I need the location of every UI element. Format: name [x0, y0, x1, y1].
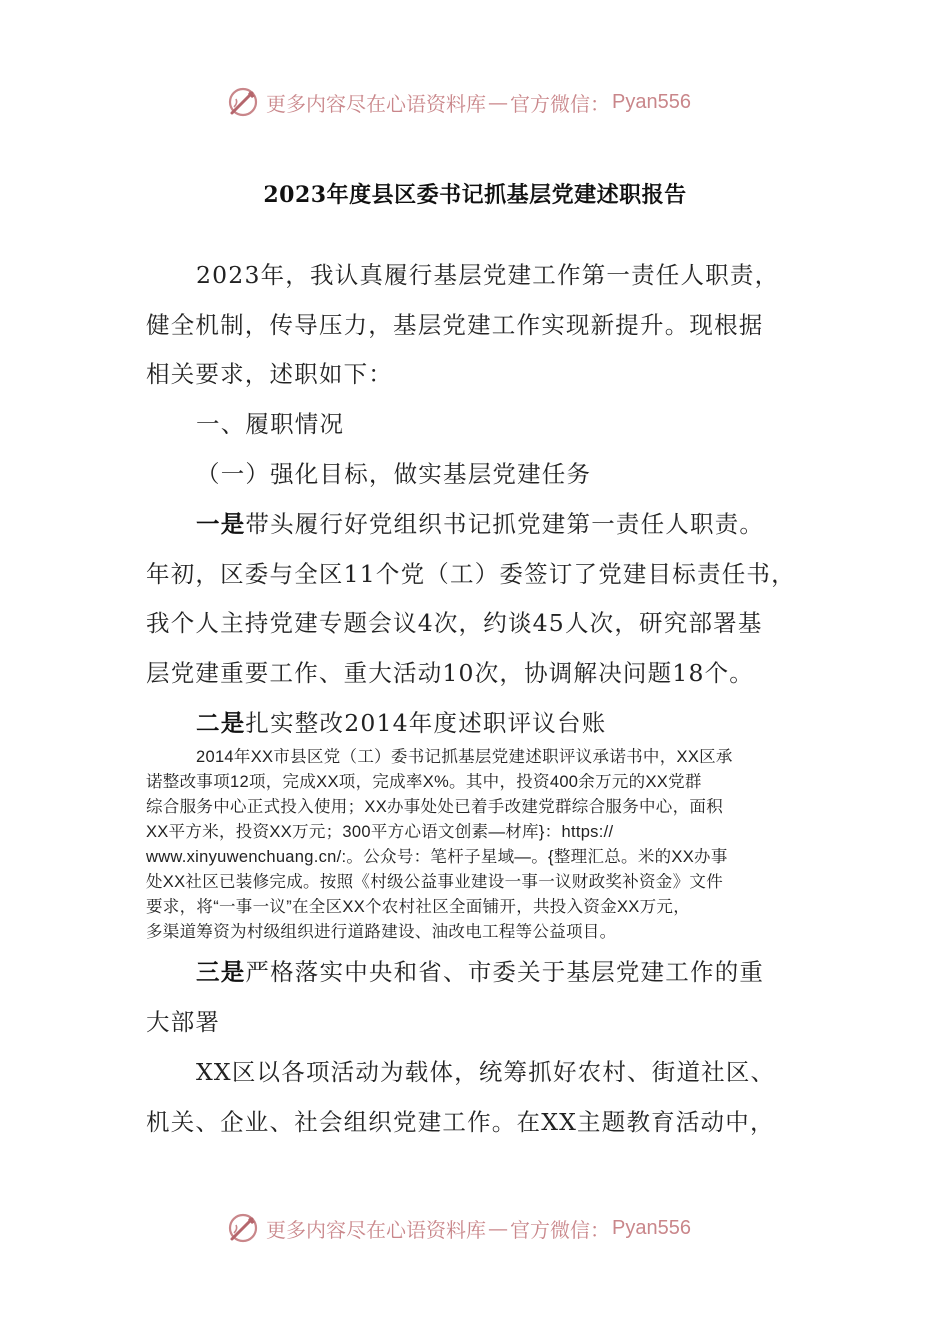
small-paragraph-line: 2014年XX市县区党（工）委书记抓基层党建述职评议承诺书中，XX区承 — [196, 748, 733, 766]
paragraph-line: 大部署 — [146, 1008, 221, 1036]
pen-logo-icon — [226, 85, 260, 119]
pen-logo-icon — [226, 1211, 260, 1245]
banner-dash: — — [488, 1216, 508, 1240]
small-paragraph-line: www.xinyuwenchuang.cn/:。公众号：笔杆子星域—。{整理汇总。米的XX办事 — [146, 848, 728, 866]
paragraph-line — [196, 704, 606, 738]
subsection-heading: （一）强化目标，做实基层党建任务 — [196, 460, 592, 488]
header-banner — [226, 82, 746, 122]
paragraph-line — [196, 953, 764, 987]
paragraph-line: XX区以各项活动为载体，统筹抓好农村、街道社区、 — [196, 1058, 776, 1086]
banner-main-text: 更多内容尽在心语资料库 — [266, 91, 486, 116]
banner-wechat-id: Pyan556 — [612, 1216, 691, 1239]
banner-main-text: 更多内容尽在心语资料库 — [266, 1217, 486, 1242]
banner-wechat-label: 官方微信： — [510, 91, 610, 116]
footer-banner — [226, 1208, 746, 1248]
lead-marker: 二是 — [196, 709, 246, 737]
paragraph-line: 我个人主持党建专题会议4次，约谈45人次，研究部署基 — [146, 609, 763, 637]
banner-dash: — — [488, 90, 508, 114]
paragraph-line: 2023年，我认真履行基层党建工作第一责任人职责， — [196, 261, 780, 289]
small-paragraph-line: 要求，将“一事一议”在全区XX个农村社区全面铺开，共投入资金XX万元， — [146, 898, 691, 916]
banner-wechat-id: Pyan556 — [612, 90, 691, 113]
paragraph-line: 相关要求，述职如下： — [146, 360, 393, 388]
paragraph-line: 年初，区委与全区11个党（工）委签订了党建目标责任书， — [146, 560, 796, 588]
document-title: 2023年度县区委书记抓基层党建述职报告 — [263, 182, 687, 208]
line-text: 带头履行好党组织书记抓党建第一责任人职责。 — [245, 510, 765, 538]
small-paragraph-line: 处XX社区已装修完成。按照《村级公益事业建设一事一议财政奖补资金》文件 — [146, 873, 724, 891]
paragraph-line: 层党建重要工作、重大活动10次，协调解决问题18个。 — [146, 659, 755, 687]
line-text: 严格落实中央和省、市委关于基层党建工作的重 — [245, 958, 765, 986]
line-text: 扎实整改2014年度述职评议台账 — [245, 709, 607, 737]
banner-wechat-label: 官方微信： — [510, 1217, 610, 1242]
lead-marker: 三是 — [196, 958, 246, 986]
small-paragraph-line: 诺整改事项12项，完成XX项，完成率X%。其中，投资400余万元的XX党群 — [146, 773, 702, 791]
paragraph-line: 机关、企业、社会组织党建工作。在XX主题教育活动中， — [146, 1108, 775, 1136]
small-paragraph-line: 综合服务中心正式投入使用；XX办事处处已着手改建党群综合服务中心，面积 — [146, 798, 724, 816]
paragraph-line — [196, 505, 764, 539]
lead-marker: 一是 — [196, 510, 246, 538]
small-paragraph-line: 多渠道筹资为村级组织进行道路建设、油改电工程等公益项目。 — [146, 923, 617, 941]
small-paragraph-line: XX平方米，投资XX万元；300平方心语文创素—材库}：https:// — [146, 823, 614, 841]
paragraph-line: 健全机制，传导压力，基层党建工作实现新提升。现根据 — [146, 311, 764, 339]
section-heading: 一、履职情况 — [196, 410, 345, 438]
